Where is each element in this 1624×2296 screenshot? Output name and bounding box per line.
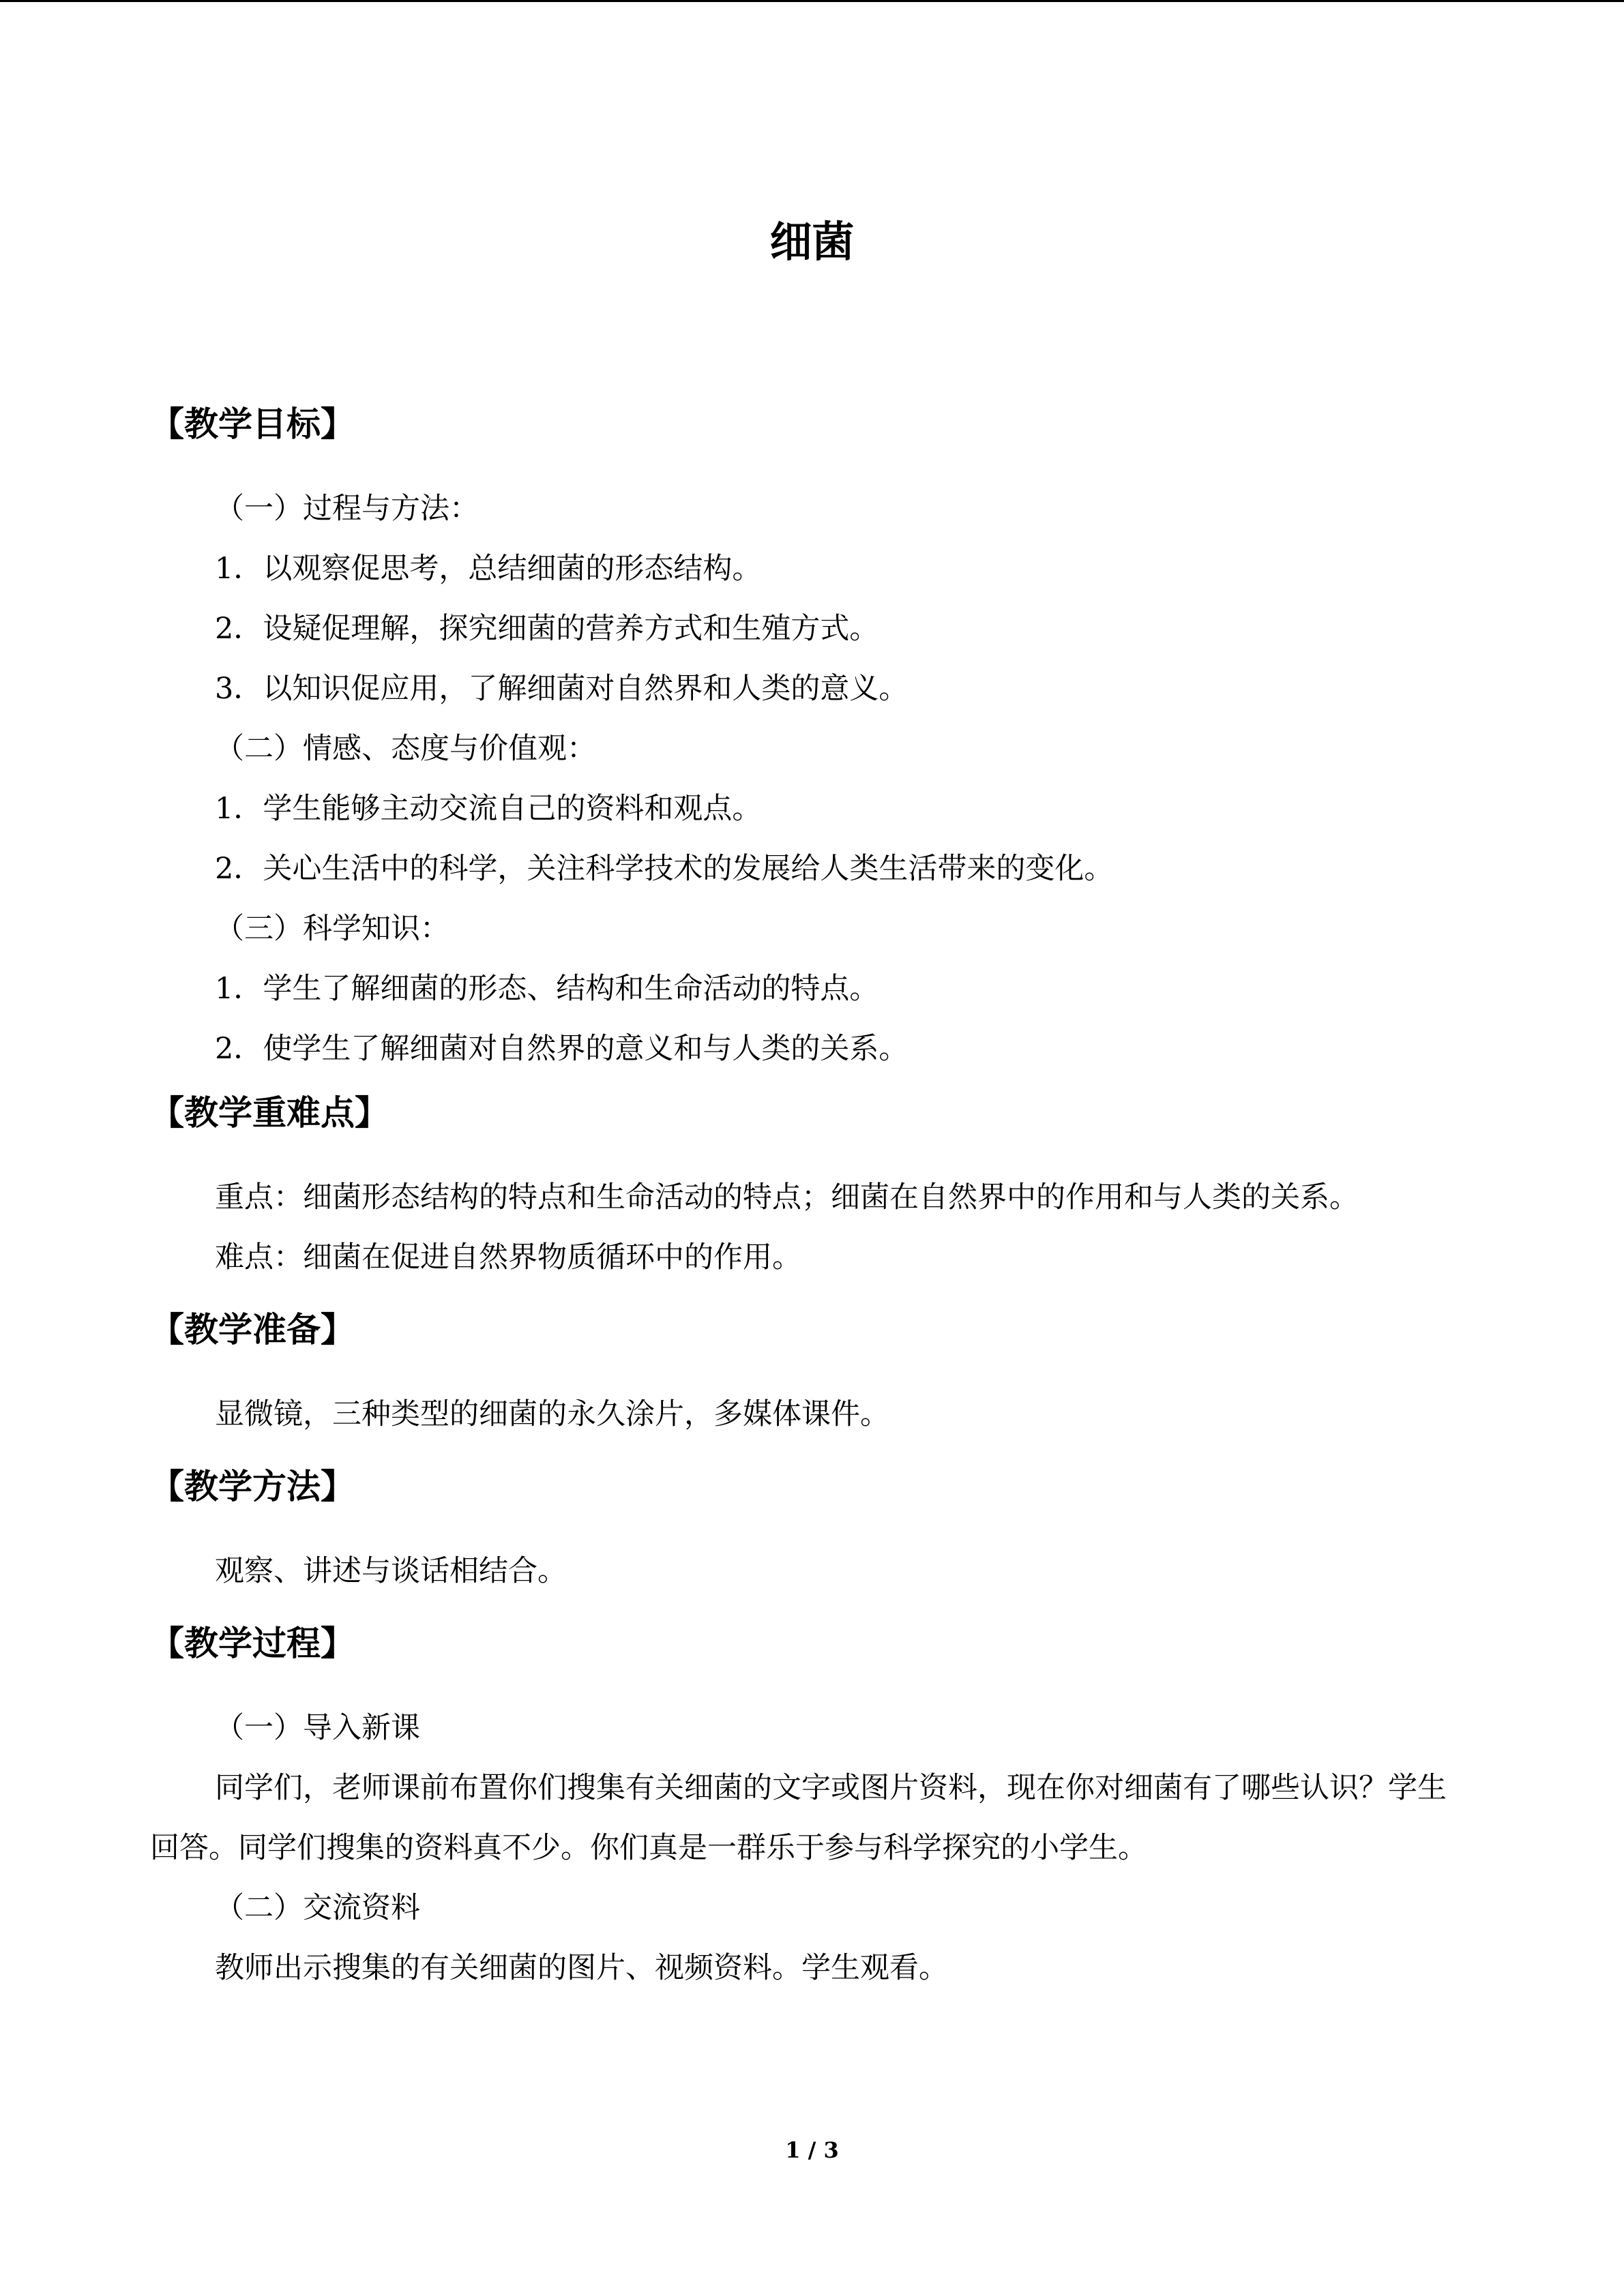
- paragraph-key-point: 重点：细菌形态结构的特点和生命活动的特点；细菌在自然界中的作用和与人类的关系。: [215, 1180, 1359, 1214]
- list-item: 1．学生能够主动交流自己的资料和观点。: [215, 792, 762, 826]
- section-heading-methods: 【教学方法】: [150, 1467, 355, 1506]
- subheading-introduction: （一）导入新课: [215, 1711, 420, 1745]
- section-heading-key-points: 【教学重难点】: [150, 1093, 389, 1133]
- paragraph-introduction: 同学们，老师课前布置你们搜集有关细菌的文字或图片资料，现在你对细菌有了哪些认识？学生回答。同学们搜集的资料真不少。你们真是一群乐于参与科学探究的小学生。: [150, 1771, 1447, 1865]
- section-heading-preparation: 【教学准备】: [150, 1310, 355, 1350]
- paragraph-exchange: 教师出示搜集的有关细菌的图片、视频资料。学生观看。: [215, 1951, 948, 1985]
- subheading-emotion-attitude: （二）情感、态度与价值观：: [215, 732, 596, 766]
- page-number: 1 / 3: [785, 2137, 839, 2163]
- subheading-science-knowledge: （三）科学知识：: [215, 912, 449, 946]
- subheading-exchange: （二）交流资料: [215, 1891, 420, 1925]
- subheading-process-method: （一）过程与方法：: [215, 492, 479, 526]
- paragraph-preparation: 显微镜，三种类型的细菌的永久涂片，多媒体课件。: [215, 1397, 889, 1431]
- list-item: 3．以知识促应用，了解细菌对自然界和人类的意义。: [215, 672, 909, 706]
- list-item: 1．学生了解细菌的形态、结构和生命活动的特点。: [215, 972, 879, 1006]
- paragraph-methods: 观察、讲述与谈话相结合。: [215, 1554, 567, 1588]
- paragraph-difficult-point: 难点：细菌在促进自然界物质循环中的作用。: [215, 1240, 801, 1274]
- list-item: 2．设疑促理解，探究细菌的营养方式和生殖方式。: [215, 612, 879, 646]
- list-item: 2．关心生活中的科学，关注科学技术的发展给人类生活带来的变化。: [215, 852, 1114, 886]
- section-heading-objectives: 【教学目标】: [150, 404, 355, 444]
- list-item: 2．使学生了解细菌对自然界的意义和与人类的关系。: [215, 1032, 909, 1066]
- section-heading-process: 【教学过程】: [150, 1624, 355, 1663]
- document-body: [150, 390, 1473, 1998]
- list-item: 1．以观察促思考，总结细菌的形态结构。: [215, 552, 762, 586]
- document-title: 细菌: [769, 217, 855, 267]
